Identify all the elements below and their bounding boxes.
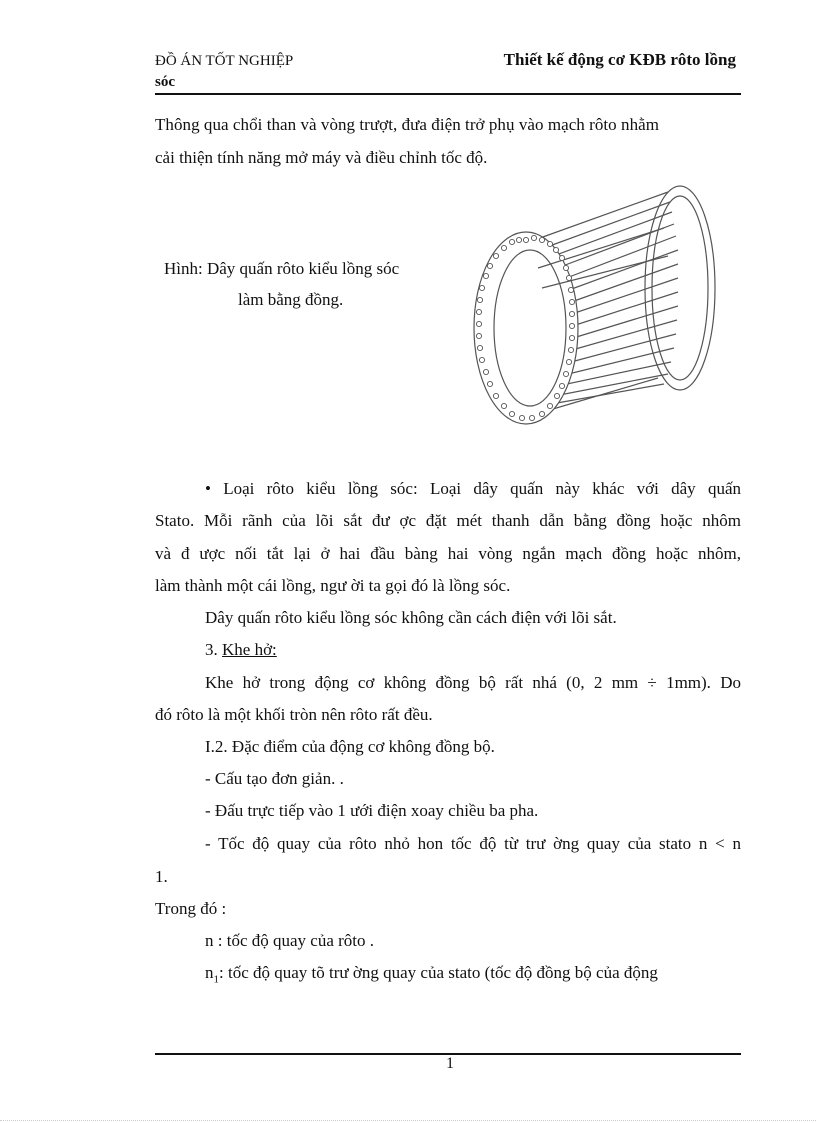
page-bottom-edge	[0, 1120, 816, 1121]
feature-item-2: - Đấu trực tiếp vào 1 ưới điện xoay chiều ba pha.	[205, 801, 539, 820]
bullet-line-1	[205, 478, 741, 500]
trong-do-label: Trong đó :	[155, 899, 227, 918]
section-3-number: 3.	[205, 640, 218, 659]
n1-symbol: n	[205, 963, 214, 982]
airgap-line-1: Khe hở trong động cơ không đồng bộ rất nhá (0, 2 mm ÷ 1mm). Do	[205, 673, 741, 692]
bullet-line-2: Stato. Mỗi rãnh của lõi sắt đư ợc đặt mét thanh dẫn bằng đồng hoặc nhôm	[155, 511, 741, 530]
feature-item-1: - Cấu tạo đơn giản. .	[205, 769, 344, 788]
feature-item-3-line-2: 1.	[155, 867, 168, 886]
header-left-title: ĐỒ ÁN TỐT NGHIỆP	[155, 53, 294, 69]
figure-caption-line-2: làm bằng đồng.	[238, 290, 344, 309]
n1-subscript: 1	[213, 973, 219, 986]
bullet-line-3: và đ ược nối tắt lại ở hai đầu bàng hai vòng ngắn mạch đồng hoặc nhôm,	[155, 544, 741, 563]
header-rule	[155, 93, 741, 95]
bullet-line-4: làm thành một cái lồng, ngư ời ta gọi đó là lồng sóc.	[155, 576, 511, 595]
intro-line-1: Thông qua chổi than và vòng trượt, đưa điện trở phụ vào mạch rôto nhằm	[155, 115, 659, 134]
n1-definition-text: : tốc độ quay tõ trư ờng quay của stato (tốc độ đồng bộ của động	[219, 963, 658, 982]
definition-n1	[205, 962, 658, 990]
squirrel-cage-rotor-drawing	[468, 178, 732, 444]
feature-item-3-line-1: - Tốc độ quay của rôto nhỏ hon tốc độ từ trư ờng quay của stato n < n	[205, 834, 741, 853]
paragraph-cage-insulation: Dây quấn rôto kiểu lồng sóc không cần cách điện với lõi sắt.	[205, 608, 617, 627]
section-i2-heading: I.2. Đặc điểm của động cơ không đồng bộ.	[205, 737, 495, 756]
figure-caption-line-1: Hình: Dây quấn rôto kiểu lồng sóc	[164, 259, 400, 278]
squirrel-cage-rotor-figure	[468, 178, 732, 444]
page-number: 1	[446, 1055, 454, 1072]
intro-line-2: cải thiện tính năng mở máy và điều chỉnh tốc độ.	[155, 148, 488, 167]
bullet-line-1-text: • Loại rôto kiểu lồng sóc: Loại dây quấn này khác với dây quấn	[205, 479, 741, 498]
definition-n: n : tốc độ quay của rôto .	[205, 931, 375, 950]
section-3-heading	[205, 639, 277, 661]
airgap-line-2: đó rôto là một khối tròn nên rôto rất đều.	[155, 705, 433, 724]
back-ring	[645, 186, 715, 390]
header-left-continuation: sóc	[155, 74, 175, 90]
header-right-title: Thiết kế động cơ KĐB rôto lồng	[503, 50, 736, 69]
section-3-title: Khe hở:	[222, 640, 277, 659]
